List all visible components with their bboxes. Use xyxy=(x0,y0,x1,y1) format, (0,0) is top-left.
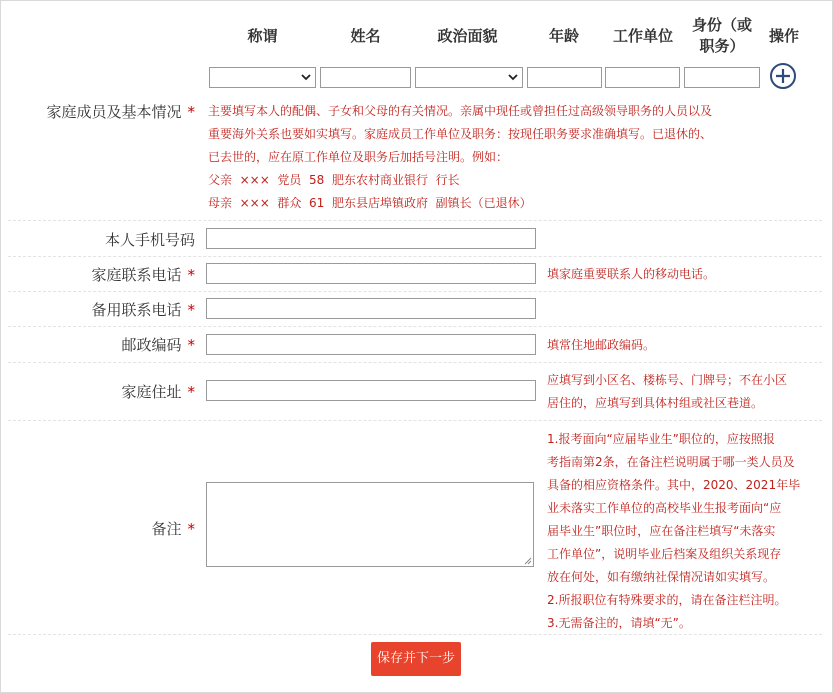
row-divider xyxy=(8,634,822,635)
political-status-select[interactable] xyxy=(415,67,523,88)
row-divider xyxy=(8,291,822,292)
family-name-input[interactable] xyxy=(320,67,411,88)
required-marker: * xyxy=(187,383,195,401)
address-hint xyxy=(547,369,787,415)
remarks-hint-line: 工作单位”，说明毕业后档案及组织关系现存 xyxy=(547,547,782,561)
row-divider xyxy=(8,326,822,327)
family-members-label xyxy=(46,101,195,122)
row-divider xyxy=(8,256,822,257)
required-marker: * xyxy=(187,266,195,284)
family-work-unit-input[interactable] xyxy=(605,67,680,88)
plus-icon xyxy=(772,65,794,87)
remarks-hint-line: 考指南第2条，在备注栏说明属于哪一类人员及 xyxy=(547,455,795,469)
remarks-hint-line: 2.所报职位有特殊要求的，请在备注栏注明。 xyxy=(547,593,787,607)
family-phone-label-text: 家庭联系电话 xyxy=(91,266,182,284)
backup-phone-label xyxy=(91,299,195,320)
chevron-down-icon xyxy=(508,71,518,83)
row-divider xyxy=(8,362,822,363)
column-header-work-unit: 工作单位 xyxy=(612,27,673,45)
family-phone-label xyxy=(91,264,195,285)
address-label xyxy=(121,381,195,402)
mobile-input[interactable] xyxy=(206,228,536,249)
family-hint-example: 父亲 ××× 党员 58 肥东农村商业银行 行长 xyxy=(208,173,460,187)
add-family-member-button[interactable] xyxy=(770,63,796,89)
family-phone-input[interactable] xyxy=(206,263,536,284)
column-header-age: 年龄 xyxy=(548,27,579,45)
column-header-name: 姓名 xyxy=(350,27,381,45)
remarks-hint-line: 届毕业生”职位时，应在备注栏填写“未落实 xyxy=(547,524,776,538)
chevron-down-icon xyxy=(301,71,311,83)
family-position-input[interactable] xyxy=(684,67,760,88)
column-header-position-line2: 职务） xyxy=(699,37,745,55)
remarks-hint-line: 3.无需备注的，请填“无”。 xyxy=(547,616,691,630)
family-age-input[interactable] xyxy=(527,67,602,88)
column-header-political-status: 政治面貌 xyxy=(437,27,498,45)
remarks-hint-line: 放在何处，如有缴纳社保情况请如实填写。 xyxy=(547,570,776,584)
postcode-label xyxy=(121,334,195,355)
row-divider xyxy=(8,220,822,221)
remarks-label-text: 备注 xyxy=(151,520,182,538)
backup-phone-input[interactable] xyxy=(206,298,536,319)
remarks-hint-line: 1.报考面向“应届毕业生”职位的，应按照报 xyxy=(547,432,775,446)
family-members-label-text: 家庭成员及基本情况 xyxy=(46,103,182,121)
save-and-next-button[interactable]: 保存并下一步 xyxy=(371,642,461,676)
remarks-textarea[interactable] xyxy=(206,482,534,567)
column-header-action: 操作 xyxy=(768,27,799,45)
mobile-label-text: 本人手机号码 xyxy=(104,231,195,249)
postcode-hint: 填常住地邮政编码。 xyxy=(547,338,656,352)
row-divider xyxy=(8,420,822,421)
family-hint-line: 已去世的，应在原工作单位及职务后加括号注明。例如： xyxy=(208,150,509,164)
family-hint-example: 母亲 ××× 群众 61 肥东县店埠镇政府 副镇长（已退休） xyxy=(208,196,532,210)
address-hint-line: 应填写到小区名、楼栋号、门牌号；不在小区 xyxy=(547,373,788,387)
address-label-text: 家庭住址 xyxy=(121,383,182,401)
address-hint-line: 居住的，应填写到具体村组或社区巷道。 xyxy=(547,396,764,410)
address-input[interactable] xyxy=(206,380,536,401)
postcode-input[interactable] xyxy=(206,334,536,355)
mobile-label xyxy=(105,229,195,250)
required-marker: * xyxy=(187,103,195,121)
family-members-hint xyxy=(208,100,808,215)
required-marker: * xyxy=(187,336,195,354)
column-header-position-line1: 身份（或 xyxy=(691,16,752,34)
family-phone-hint: 填家庭重要联系人的移动电话。 xyxy=(547,267,716,281)
postcode-label-text: 邮政编码 xyxy=(121,336,182,354)
family-hint-line: 主要填写本人的配偶、子女和父母的有关情况。亲属中现任或曾担任过高级领导职务的人员以及 xyxy=(208,104,713,118)
required-marker: * xyxy=(187,301,195,319)
remarks-hint xyxy=(547,428,800,635)
remarks-label xyxy=(151,518,195,539)
required-marker: * xyxy=(187,520,195,538)
family-hint-line: 重要海外关系也要如实填写。家庭成员工作单位及职务：按现任职务要求准确填写。已退休的、 xyxy=(208,127,713,141)
remarks-hint-line: 业未落实工作单位的高校毕业生报考面向“应 xyxy=(547,501,782,515)
column-header-relation: 称谓 xyxy=(247,27,278,45)
resize-handle-icon[interactable] xyxy=(524,557,532,565)
backup-phone-label-text: 备用联系电话 xyxy=(91,301,182,319)
remarks-hint-line: 具备的相应资格条件。其中，2020、2021年毕 xyxy=(547,478,801,492)
relation-select[interactable] xyxy=(209,67,316,88)
